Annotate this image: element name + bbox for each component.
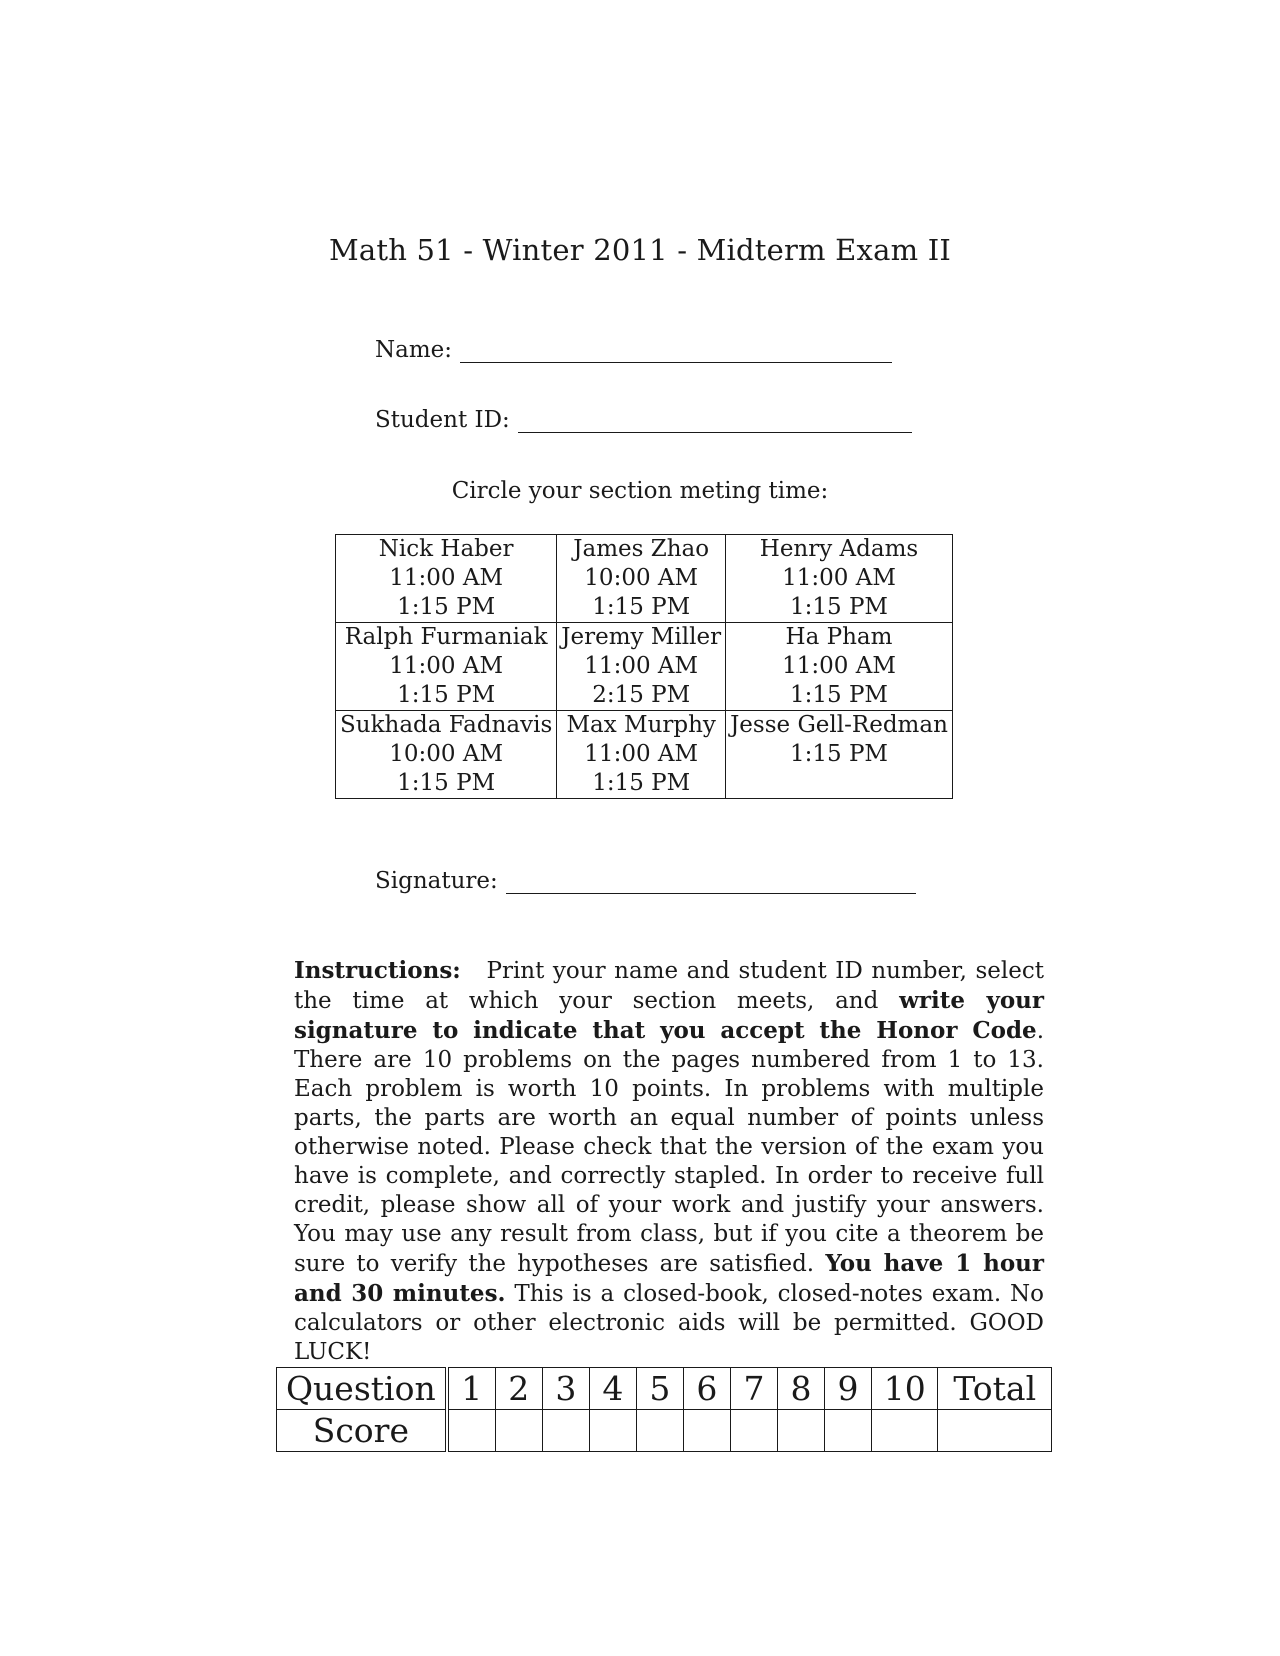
- exam-title: Math 51 - Winter 2011 - Midterm Exam II: [328, 233, 952, 267]
- signature-field: [375, 868, 916, 894]
- question-number: 7: [730, 1368, 777, 1410]
- section-time: 1:15 PM: [397, 682, 496, 708]
- score-cell[interactable]: [730, 1410, 777, 1452]
- name-label: Name:: [375, 337, 453, 363]
- section-row: [336, 623, 953, 711]
- section-time: 10:00 AM: [389, 741, 504, 767]
- section-cell[interactable]: [557, 711, 726, 799]
- instructor-name: Henry Adams: [759, 536, 919, 562]
- total-header: Total: [938, 1368, 1052, 1410]
- section-cell[interactable]: [726, 623, 953, 711]
- section-cell[interactable]: [336, 623, 557, 711]
- score-cell[interactable]: [825, 1410, 872, 1452]
- section-table: [335, 534, 953, 799]
- question-number: 9: [825, 1368, 872, 1410]
- score-cell[interactable]: [589, 1410, 636, 1452]
- signature-label: Signature:: [375, 868, 498, 894]
- signature-input-line[interactable]: [506, 873, 916, 894]
- section-time: 11:00 AM: [389, 653, 504, 679]
- question-number: 6: [683, 1368, 730, 1410]
- section-row: [336, 711, 953, 799]
- section-prompt: Circle your section meting time:: [451, 478, 829, 504]
- section-cell[interactable]: [336, 535, 557, 623]
- instructions-emphasis: You have 1 hour and 30 minutes.: [294, 1250, 1044, 1307]
- section-time: 1:15 PM: [397, 770, 496, 796]
- section-cell[interactable]: [336, 711, 557, 799]
- section-time: 1:15 PM: [789, 682, 888, 708]
- score-header: Score: [277, 1410, 447, 1452]
- student-id-input-line[interactable]: [518, 412, 912, 433]
- question-number: 1: [447, 1368, 496, 1410]
- section-cell[interactable]: [557, 535, 726, 623]
- instructions-text: This is a closed-book, closed-notes exam. No calculators or other electronic aids will be permitted. GOOD LUCK!: [294, 1281, 1044, 1365]
- section-time: 1:15 PM: [592, 770, 691, 796]
- section-row: [336, 535, 953, 623]
- total-score-cell[interactable]: [938, 1410, 1052, 1452]
- section-time: 10:00 AM: [584, 565, 699, 591]
- section-cell[interactable]: [557, 623, 726, 711]
- name-input-line[interactable]: [460, 342, 892, 363]
- section-time: 2:15 PM: [592, 682, 691, 708]
- student-id-field: [375, 407, 912, 433]
- instructor-name: Nick Haber: [378, 536, 514, 562]
- score-cell[interactable]: [777, 1410, 824, 1452]
- instructions-text: . There are 10 problems on the pages numbered from 1 to 13. Each problem is worth 10 points. In problems with multiple parts, the parts are worth an equal number of points unless otherwise noted. Please check that the version of the exam you have is complete, and correctly stapled. In order to receive full credit, please show all of your work and justify your answers. You may use any result from class, but if you cite a theorem be sure to verify the hypotheses are satisfied.: [294, 1018, 1044, 1277]
- section-time: 1:15 PM: [789, 594, 888, 620]
- section-time: 11:00 AM: [389, 565, 504, 591]
- student-id-label: Student ID:: [375, 407, 510, 433]
- section-time: 11:00 AM: [584, 741, 699, 767]
- section-time: 11:00 AM: [782, 653, 896, 679]
- question-number: 4: [589, 1368, 636, 1410]
- score-cell[interactable]: [495, 1410, 542, 1452]
- name-field: [375, 337, 892, 363]
- instructions-label: Instructions:: [294, 957, 461, 984]
- instructor-name: Ha Pham: [785, 624, 893, 650]
- instructions-emphasis: write your signature to indicate that you accept the Honor Code: [294, 987, 1045, 1044]
- section-time: 1:15 PM: [397, 594, 496, 620]
- section-cell[interactable]: [726, 535, 953, 623]
- section-time: 11:00 AM: [782, 565, 896, 591]
- question-row: [277, 1368, 1052, 1410]
- question-header: Question: [277, 1368, 447, 1410]
- instructor-name: Jesse Gell-Redman: [730, 712, 948, 738]
- section-time: 1:15 PM: [789, 741, 888, 767]
- question-number: 5: [636, 1368, 683, 1410]
- instructions-text: Print your name and student ID number, select the time at which your section meets, and: [294, 958, 1044, 1014]
- score-cell[interactable]: [683, 1410, 730, 1452]
- question-number: 8: [777, 1368, 824, 1410]
- section-time: 11:00 AM: [584, 653, 699, 679]
- score-table: [276, 1367, 1052, 1452]
- section-time: 1:15 PM: [592, 594, 691, 620]
- question-number: 2: [495, 1368, 542, 1410]
- question-number: 3: [542, 1368, 589, 1410]
- instructor-name: Jeremy Miller: [561, 624, 722, 650]
- instructor-name: Ralph Furmaniak: [344, 624, 548, 650]
- instructor-name: Sukhada Fadnavis: [340, 712, 553, 738]
- instructor-name: James Zhao: [573, 536, 710, 562]
- instructor-name: Max Murphy: [566, 712, 716, 738]
- score-row: [277, 1410, 1052, 1452]
- score-cell[interactable]: [447, 1410, 496, 1452]
- question-number: 10: [872, 1368, 938, 1410]
- instructions-paragraph: [294, 956, 1044, 1367]
- section-cell[interactable]: [726, 711, 953, 799]
- score-cell[interactable]: [636, 1410, 683, 1452]
- score-cell[interactable]: [872, 1410, 938, 1452]
- score-cell[interactable]: [542, 1410, 589, 1452]
